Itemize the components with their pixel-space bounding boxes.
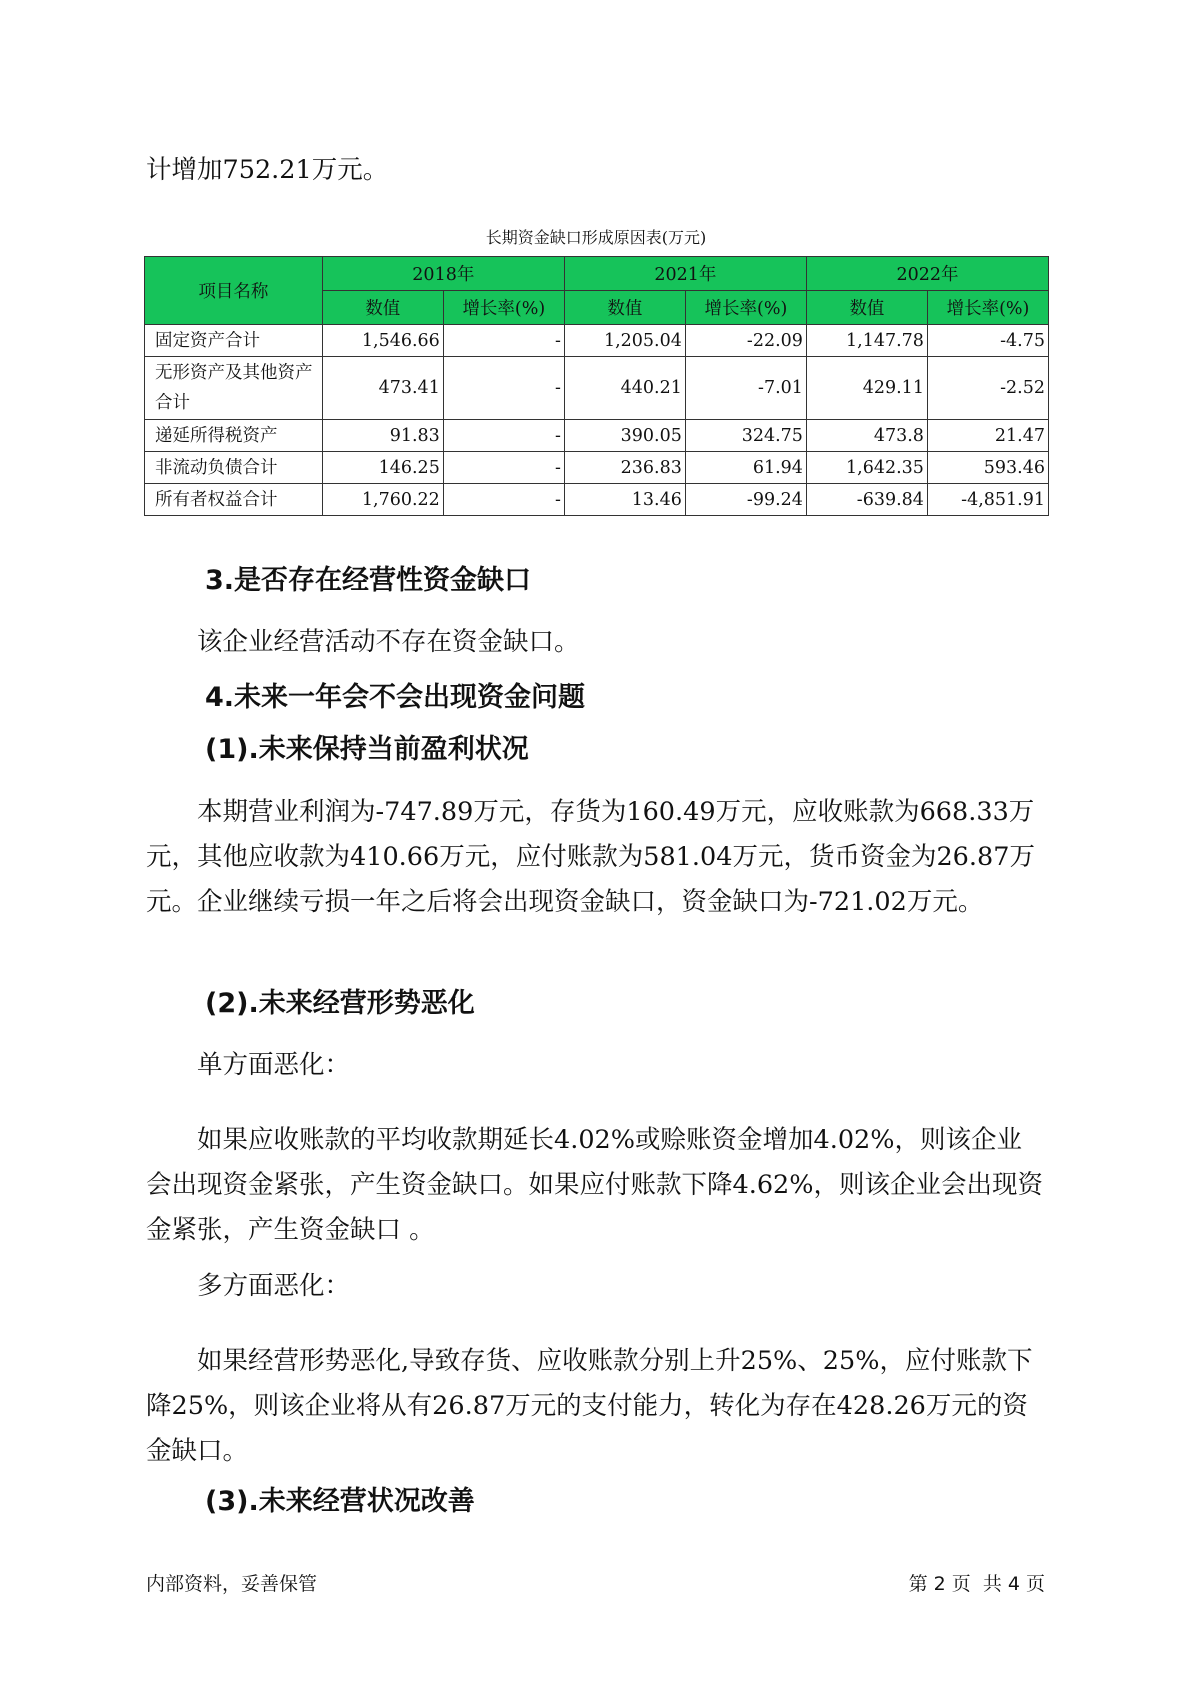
cell-growth-2018: -: [443, 325, 564, 357]
row-item-name: 无形资产及其他资产合计: [145, 357, 323, 420]
section3-text: 该企业经营活动不存在资金缺口。: [197, 627, 580, 657]
cell-growth-2018: -: [443, 484, 564, 516]
cell-growth-2021: 61.94: [685, 452, 806, 484]
cell-value-2021: 13.46: [564, 484, 685, 516]
single-deterioration-text: 如果应收账款的平均收款期延长4.02%或赊账资金增加4.02%，则该企业会出现资金紧张，产生资金缺口。如果应付账款下降4.62%，则该企业会出现资金紧张，产生资金缺口 。: [146, 1125, 1044, 1245]
table-row: [145, 452, 1049, 484]
cell-growth-2021: -99.24: [685, 484, 806, 516]
header-value-2018: 数值: [322, 291, 443, 325]
header-item-name: 项目名称: [145, 257, 323, 325]
table-row: [145, 357, 1049, 420]
header-year-2018: 2018年: [322, 257, 564, 291]
cell-growth-2022: -4,851.91: [927, 484, 1048, 516]
cell-growth-2022: -2.52: [927, 357, 1048, 420]
cell-value-2021: 440.21: [564, 357, 685, 420]
header-growth-2021: 增长率(%): [685, 291, 806, 325]
header-growth-2022: 增长率(%): [927, 291, 1048, 325]
cell-value-2022: 429.11: [806, 357, 927, 420]
row-item-name: 非流动负债合计: [145, 452, 323, 484]
cell-value-2018: 473.41: [322, 357, 443, 420]
section4-sub3-heading: (3).未来经营状况改善: [205, 1486, 475, 1517]
cell-value-2018: 1,546.66: [322, 325, 443, 357]
cell-growth-2022: 593.46: [927, 452, 1048, 484]
table-row: [145, 325, 1049, 357]
cell-value-2021: 236.83: [564, 452, 685, 484]
section3-heading: 3.是否存在经营性资金缺口: [205, 565, 532, 596]
cell-value-2022: -639.84: [806, 484, 927, 516]
cell-value-2022: 473.8: [806, 420, 927, 452]
footer-page-number: 第 2 页 共 4 页: [908, 1573, 1045, 1595]
row-item-name: 固定资产合计: [145, 325, 323, 357]
footer-confidential-note: 内部资料，妥善保管: [146, 1573, 318, 1595]
cell-value-2018: 146.25: [322, 452, 443, 484]
cell-growth-2022: 21.47: [927, 420, 1048, 452]
table-caption: 长期资金缺口形成原因表(万元): [485, 228, 707, 247]
section4-heading: 4.未来一年会不会出现资金问题: [205, 682, 586, 713]
section4-sub1-heading: (1).未来保持当前盈利状况: [205, 734, 529, 765]
header-value-2021: 数值: [564, 291, 685, 325]
cell-growth-2021: -22.09: [685, 325, 806, 357]
cell-growth-2021: 324.75: [685, 420, 806, 452]
cell-growth-2018: -: [443, 357, 564, 420]
section4-sub2-heading: (2).未来经营形势恶化: [205, 988, 475, 1019]
cell-growth-2022: -4.75: [927, 325, 1048, 357]
header-value-2022: 数值: [806, 291, 927, 325]
table-header-row-years: [145, 257, 1049, 291]
header-growth-2018: 增长率(%): [443, 291, 564, 325]
cell-value-2021: 1,205.04: [564, 325, 685, 357]
cell-growth-2018: -: [443, 452, 564, 484]
row-item-name: 所有者权益合计: [145, 484, 323, 516]
cell-growth-2018: -: [443, 420, 564, 452]
single-deterioration-label: 单方面恶化：: [197, 1050, 351, 1080]
row-item-name: 递延所得税资产: [145, 420, 323, 452]
cell-value-2022: 1,147.78: [806, 325, 927, 357]
section4-sub1-text: 本期营业利润为-747.89万元，存货为160.49万元，应收账款为668.33万元，其他应收款为410.66万元，应付账款为581.04万元，货币资金为26.87万元。企业继续亏损一年之后将会出现资金缺口，资金缺口为-721.02万元。: [146, 797, 1035, 917]
header-year-2021: 2021年: [564, 257, 806, 291]
intro-paragraph-tail: 计增加752.21万元。: [146, 155, 389, 185]
cell-value-2021: 390.05: [564, 420, 685, 452]
multi-deterioration-label: 多方面恶化：: [197, 1271, 351, 1301]
cell-value-2018: 91.83: [322, 420, 443, 452]
table-row: [145, 484, 1049, 516]
header-year-2022: 2022年: [806, 257, 1048, 291]
long-term-gap-table: [144, 256, 1049, 516]
cell-value-2022: 1,642.35: [806, 452, 927, 484]
multi-deterioration-text: 如果经营形势恶化,导致存货、应收账款分别上升25%、25%，应付账款下降25%，则该企业将从有26.87万元的支付能力，转化为存在428.26万元的资金缺口。: [146, 1346, 1033, 1466]
table-row: [145, 420, 1049, 452]
cell-value-2018: 1,760.22: [322, 484, 443, 516]
cell-growth-2021: -7.01: [685, 357, 806, 420]
